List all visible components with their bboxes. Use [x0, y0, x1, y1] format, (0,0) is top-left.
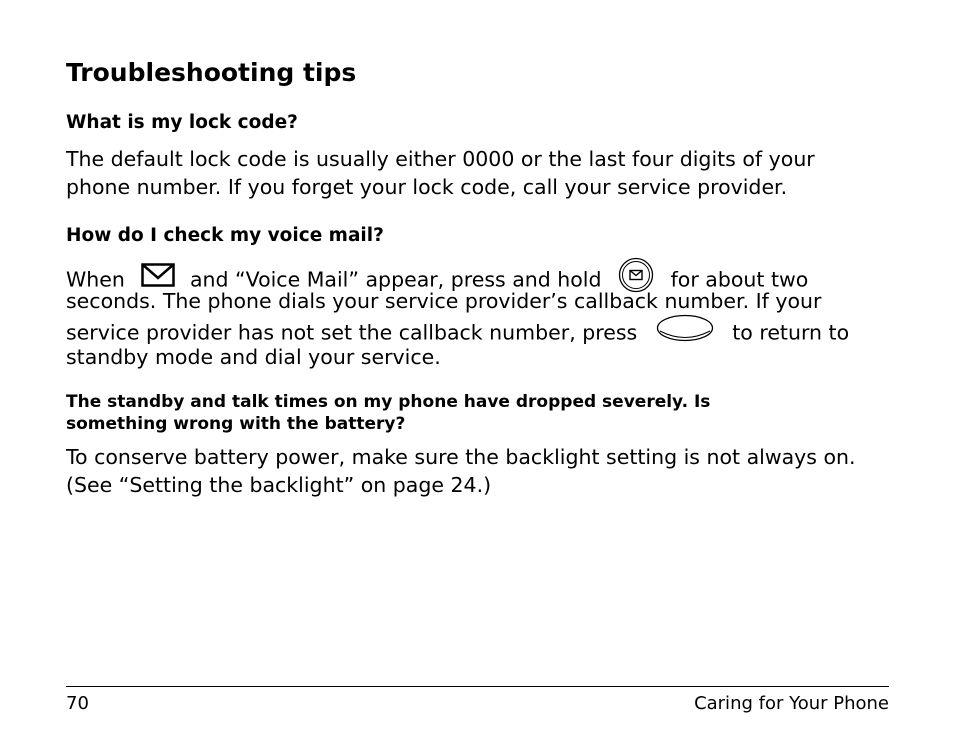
question-battery-heading	[66, 391, 710, 435]
page-number: 70	[66, 693, 89, 714]
footer-divider	[66, 686, 889, 687]
answer-line	[66, 259, 849, 292]
answer-text: and “Voice Mail” appear, press and hold	[189, 267, 602, 292]
message-key-icon	[618, 257, 654, 300]
answer-text: for about two	[670, 267, 809, 292]
answer-line	[66, 315, 849, 343]
answer-line: seconds. The phone dials your service provider’s callback number. If your	[66, 289, 822, 313]
heading-line: The standby and talk times on my phone have dropped severely. Is	[66, 392, 711, 412]
answer-line: phone number. If you forget your lock code, call your service provider.	[66, 175, 788, 199]
heading-line: something wrong with the battery?	[66, 414, 406, 434]
question-voice-mail-heading: How do I check my voice mail?	[66, 225, 384, 246]
oval-key-icon	[656, 313, 714, 350]
answer-lock-code	[66, 145, 815, 201]
answer-battery	[66, 443, 856, 499]
section-name: Caring for Your Phone	[694, 693, 889, 714]
page-title: Troubleshooting tips	[66, 58, 357, 87]
answer-text: service provider has not set the callback number, press	[66, 320, 638, 345]
answer-voice-mail	[66, 259, 849, 371]
document-page	[66, 0, 896, 738]
answer-line: The default lock code is usually either 0000 or the last four digits of your	[66, 147, 815, 171]
question-lock-code-heading: What is my lock code?	[66, 112, 298, 133]
answer-line: standby mode and dial your service.	[66, 345, 441, 369]
answer-text: When	[66, 267, 125, 292]
answer-line: (See “Setting the backlight” on page 24.)	[66, 473, 492, 497]
answer-text: to return to	[732, 320, 850, 345]
envelope-icon	[141, 263, 175, 294]
answer-line: To conserve battery power, make sure the backlight setting is not always on.	[66, 445, 856, 469]
